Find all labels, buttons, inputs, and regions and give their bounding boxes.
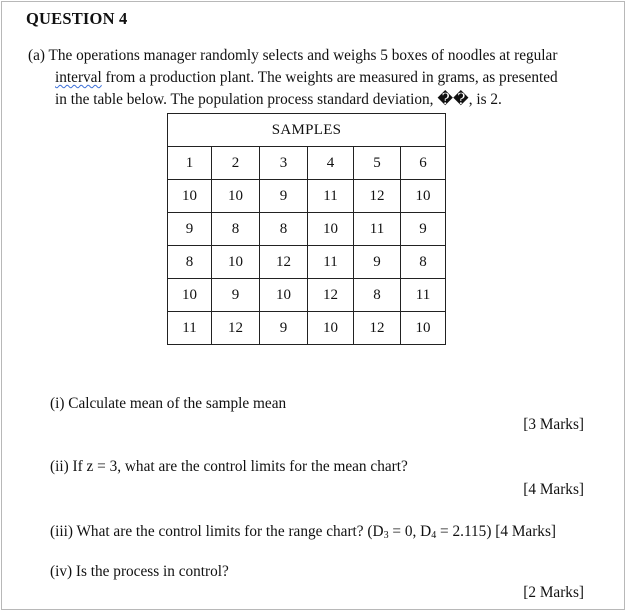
table-cell: 10 (401, 312, 446, 345)
table-cell: 8 (168, 246, 212, 279)
question-iii-text: (iii) What are the control limits for the range chart? (D (50, 523, 384, 540)
question-iii-mid: = 0, D (388, 523, 432, 540)
header-cell: 1 (168, 147, 212, 180)
table-cell: 9 (354, 246, 401, 279)
table-cell: 10 (308, 213, 354, 246)
part-a-line-3-before: in the table below. The population process standard deviation, (55, 91, 438, 108)
table-cell: 12 (308, 279, 354, 312)
table-cell: 8 (401, 246, 446, 279)
table-cell: 11 (354, 213, 401, 246)
table-cell: 9 (260, 180, 308, 213)
part-a-line-3-after: , is 2. (468, 91, 502, 108)
table-cell: 8 (354, 279, 401, 312)
question-ii: (ii) If z = 3, what are the control limits for the mean chart? (50, 458, 408, 475)
question-i: (i) Calculate mean of the sample mean (50, 395, 287, 412)
header-cell: 3 (260, 147, 308, 180)
table-row (168, 213, 446, 246)
part-a-line-1: (a) The operations manager randomly selects and weighs 5 boxes of noodles at regular (28, 47, 558, 64)
table-cell: 9 (168, 213, 212, 246)
header-cell: 2 (212, 147, 260, 180)
part-a-line-2 (55, 67, 558, 89)
table-cell: 10 (212, 246, 260, 279)
header-cell: 5 (354, 147, 401, 180)
sigma-symbol: �� (437, 91, 469, 108)
table-cell: 9 (260, 312, 308, 345)
table-caption-row (168, 114, 446, 147)
table-cell: 11 (308, 246, 354, 279)
question-iv: (iv) Is the process in control? (50, 563, 229, 580)
question-iii-end: = 2.115) [4 Marks] (436, 523, 556, 540)
header-cell: 4 (308, 147, 354, 180)
table-cell: 10 (168, 180, 212, 213)
header-cell: 6 (401, 147, 446, 180)
samples-table (167, 113, 446, 345)
table-cell: 9 (212, 279, 260, 312)
table-cell: 12 (260, 246, 308, 279)
table-caption: SAMPLES (168, 114, 446, 147)
table-cell: 12 (354, 312, 401, 345)
question-i-marks: [3 Marks] (523, 416, 584, 433)
question-iii (50, 523, 556, 541)
table-cell: 12 (354, 180, 401, 213)
table-row (168, 246, 446, 279)
table-row (168, 279, 446, 312)
part-a-line-2-rest: from a production plant. The weights are measured in grams, as presented (101, 69, 558, 86)
table-cell: 10 (168, 279, 212, 312)
table-cell: 11 (168, 312, 212, 345)
d4-subscript: 4 (431, 530, 437, 541)
table-cell: 11 (308, 180, 354, 213)
question-ii-marks: [4 Marks] (523, 481, 584, 498)
table-cell: 10 (401, 180, 446, 213)
question-title: QUESTION 4 (26, 9, 128, 28)
table-cell: 8 (260, 213, 308, 246)
table-cell: 10 (260, 279, 308, 312)
table-cell: 10 (212, 180, 260, 213)
table-cell: 11 (401, 279, 446, 312)
table-row (168, 312, 446, 345)
table-row (168, 180, 446, 213)
part-a-line-3 (55, 89, 502, 111)
table-cell: 12 (212, 312, 260, 345)
table-header-row (168, 147, 446, 180)
table-cell: 8 (212, 213, 260, 246)
d3-subscript: 3 (383, 530, 389, 541)
table-cell: 10 (308, 312, 354, 345)
interval-word: interval (55, 69, 102, 86)
table-cell: 9 (401, 213, 446, 246)
question-iv-marks: [2 Marks] (523, 584, 584, 601)
